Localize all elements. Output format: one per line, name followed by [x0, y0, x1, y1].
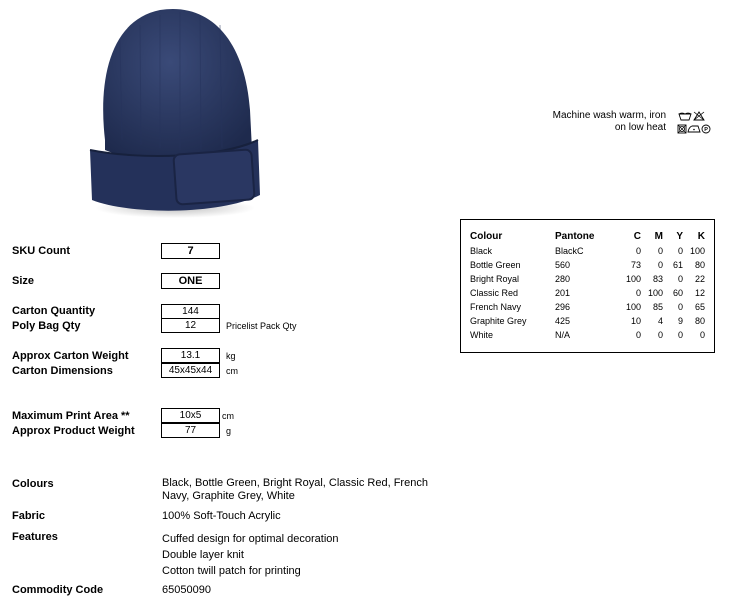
colour-pantone-table — [460, 219, 715, 353]
cell-c: 0 — [635, 246, 641, 256]
print-area-unit: cm — [222, 411, 234, 421]
sku-count-label: SKU Count — [12, 245, 71, 257]
table-row — [470, 300, 705, 314]
colours-value — [162, 477, 428, 503]
product-weight-label: Approx Product Weight — [12, 425, 135, 437]
colours-line-2: Navy, Graphite Grey, White — [162, 490, 295, 502]
table-row — [470, 244, 705, 258]
svg-text:P: P — [704, 127, 708, 134]
cell-k: 0 — [699, 330, 705, 340]
size-label: Size — [12, 275, 35, 287]
cell-y: 61 — [672, 260, 683, 270]
features-label: Features — [12, 531, 58, 543]
product-weight-unit: g — [226, 426, 232, 436]
pricelist-pack-qty-note: Pricelist Pack Qty — [226, 321, 297, 331]
cell-pantone: N/A — [555, 330, 571, 340]
poly-bag-qty-label: Poly Bag Qty — [12, 320, 81, 332]
care-line-2: on low heat — [614, 122, 666, 133]
commodity-code-label: Commodity Code — [12, 584, 104, 596]
size-value: ONE — [161, 273, 220, 289]
commodity-code-value: 65050090 — [162, 584, 211, 596]
print-area-value: 10x5 — [161, 408, 220, 423]
product-weight-value: 77 — [161, 423, 220, 438]
poly-bag-qty-value: 12 — [161, 318, 220, 333]
cell-pantone: 280 — [555, 274, 571, 284]
feature-item: Cotton twill patch for printing — [162, 565, 301, 577]
cell-k: 80 — [694, 260, 705, 270]
cell-m: 4 — [657, 316, 663, 326]
header-c: C — [633, 230, 641, 242]
cell-y: 0 — [677, 330, 683, 340]
sku-count-value: 7 — [161, 243, 220, 259]
cell-m: 0 — [657, 260, 663, 270]
iron-icon — [688, 126, 700, 132]
cell-k: 65 — [694, 302, 705, 312]
no-bleach-icon — [694, 112, 704, 120]
feature-item: Cuffed design for optimal decoration — [162, 533, 339, 545]
cell-k: 22 — [694, 274, 705, 284]
header-y: Y — [676, 230, 683, 242]
cell-c: 100 — [625, 274, 641, 284]
carton-weight-value: 13.1 — [161, 348, 220, 363]
care-symbols — [676, 110, 712, 136]
cell-pantone: 201 — [555, 288, 571, 298]
care-line-1: Machine wash warm, iron — [552, 110, 666, 121]
cell-c: 73 — [630, 260, 641, 270]
cell-c: 100 — [625, 302, 641, 312]
header-colour: Colour — [470, 230, 503, 242]
cell-y: 0 — [677, 302, 683, 312]
cell-k: 100 — [689, 246, 705, 256]
carton-weight-unit: kg — [226, 351, 236, 361]
cell-k: 12 — [694, 288, 705, 298]
carton-dimensions-value: 45x45x44 — [161, 363, 220, 378]
carton-weight-label: Approx Carton Weight — [12, 350, 129, 362]
cell-c: 0 — [635, 288, 641, 298]
cell-pantone: BlackC — [555, 246, 584, 256]
cell-colour: White — [470, 330, 494, 340]
table-header-row — [470, 228, 705, 244]
cell-colour: Classic Red — [470, 288, 519, 298]
cell-colour: Black — [470, 246, 493, 256]
carton-quantity-value: 144 — [161, 304, 220, 319]
fabric-value: 100% Soft-Touch Acrylic — [162, 510, 281, 522]
cell-m: 85 — [652, 302, 663, 312]
table-row — [470, 272, 705, 286]
cell-y: 0 — [677, 274, 683, 284]
fabric-label: Fabric — [12, 510, 46, 522]
features-list — [162, 531, 339, 579]
print-area-label: Maximum Print Area ** — [12, 410, 130, 422]
cell-m: 100 — [647, 288, 663, 298]
care-instructions — [540, 110, 666, 134]
cell-colour: Bright Royal — [470, 274, 520, 284]
carton-dimensions-unit: cm — [226, 366, 238, 376]
header-k: K — [697, 230, 705, 242]
cell-pantone: 560 — [555, 260, 571, 270]
cell-y: 0 — [677, 246, 683, 256]
table-row — [470, 328, 705, 342]
cell-k: 80 — [694, 316, 705, 326]
cell-y: 9 — [677, 316, 683, 326]
colours-label: Colours — [12, 478, 54, 490]
cell-colour: Graphite Grey — [470, 316, 527, 326]
dry-clean-icon — [702, 125, 710, 133]
header-m: M — [654, 230, 663, 242]
cell-colour: Bottle Green — [470, 260, 521, 270]
colours-line-1: Black, Bottle Green, Bright Royal, Classic Red, French — [162, 477, 428, 489]
header-pantone: Pantone — [555, 230, 595, 242]
cell-pantone: 296 — [555, 302, 571, 312]
table-row — [470, 286, 705, 300]
cell-m: 0 — [657, 246, 663, 256]
carton-dimensions-label: Carton Dimensions — [12, 365, 113, 377]
wash-icon — [679, 113, 691, 120]
cell-m: 0 — [657, 330, 663, 340]
cell-y: 60 — [672, 288, 683, 298]
cell-pantone: 425 — [555, 316, 571, 326]
product-image-beanie — [80, 0, 260, 225]
cell-m: 83 — [652, 274, 663, 284]
cell-c: 10 — [630, 316, 641, 326]
table-row — [470, 258, 705, 272]
cell-colour: French Navy — [470, 302, 522, 312]
tumble-dry-icon — [678, 125, 686, 133]
cell-c: 0 — [635, 330, 641, 340]
carton-quantity-label: Carton Quantity — [12, 305, 96, 317]
feature-item: Double layer knit — [162, 549, 244, 561]
table-row — [470, 314, 705, 328]
